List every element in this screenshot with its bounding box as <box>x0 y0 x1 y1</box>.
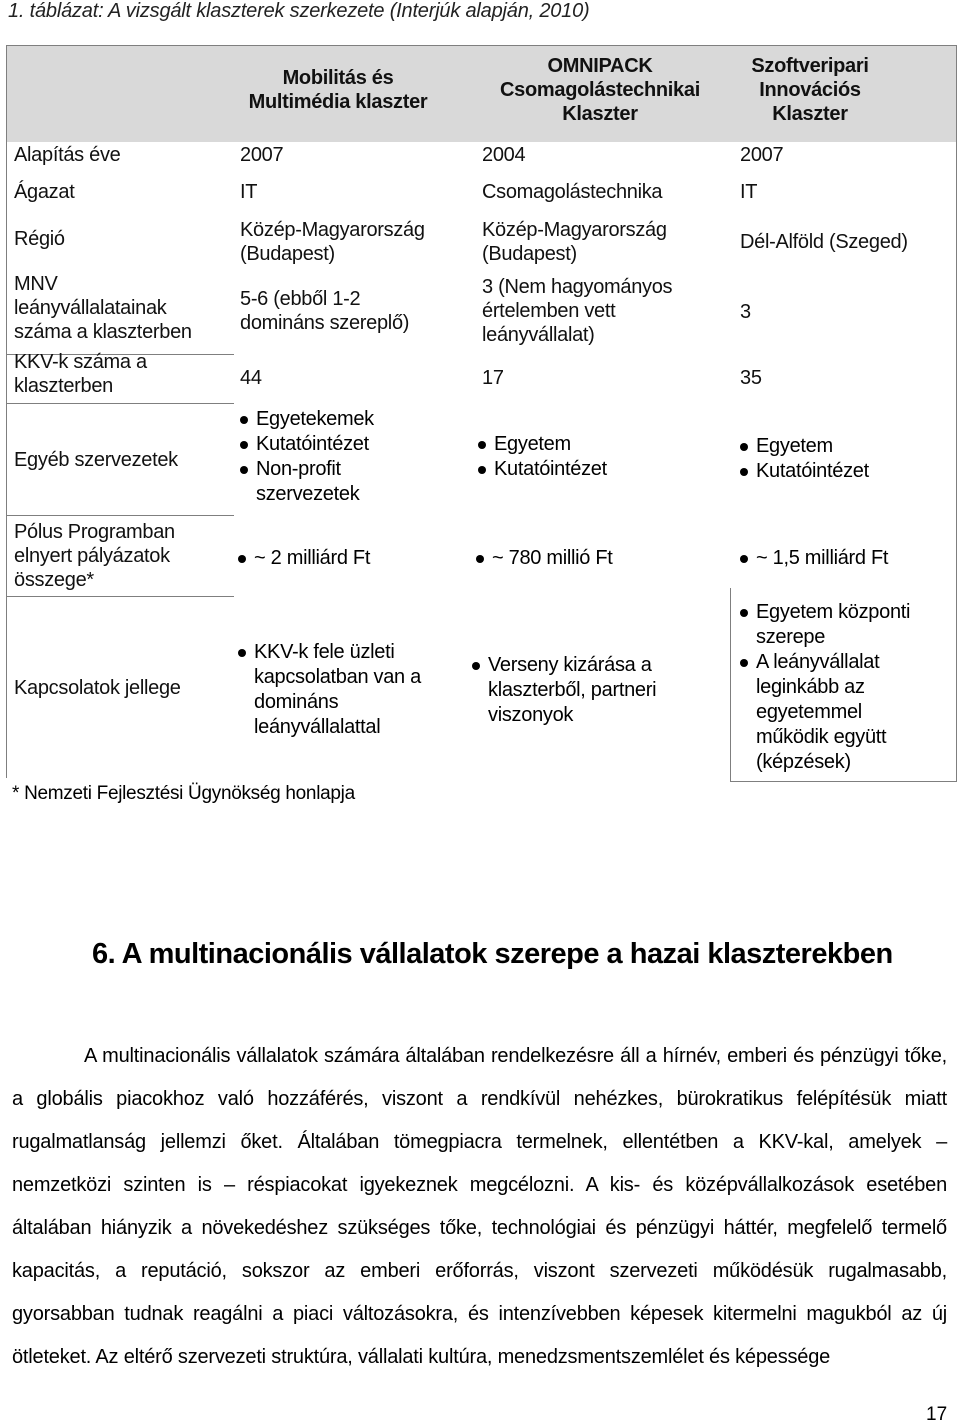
list-item: Verseny kizárása a klaszterből, partneri viszonyok <box>470 653 680 728</box>
cell-line: értelemben vett <box>482 300 616 322</box>
cell-value: 2004 <box>482 144 526 166</box>
row-label-agazat: Ágazat <box>14 181 75 203</box>
label-line: MNV <box>14 273 58 295</box>
list-item: Egyetekemek <box>238 407 408 432</box>
page-number: 17 <box>926 1404 948 1425</box>
cell-value <box>240 218 425 266</box>
list-item: Egyetem központi szerepe <box>738 600 938 650</box>
header-line: Szoftveripari <box>751 55 869 77</box>
header-line: Klaszter <box>772 103 848 125</box>
cell-line: Közép-Magyarország <box>240 219 425 241</box>
bullet-list <box>470 653 680 728</box>
cell-line: (Budapest) <box>482 243 577 265</box>
body-paragraph: A multinacionális vállalatok számára általában rendelkezésre áll a hírnév, emberi és pénzügyi tőke, a globális piacokhoz való hozzáférés, viszont a rendkívül nehézkes, bürokratikus felépítésük miatt rugalmatlanság jellemzi őket. Általában tömegpiacra termelnek, ellentétben a KKV-kal, amelyek – nemzetközi szinten is – réspiacokat igyekeznek megcélozni. A kis- és középvállalkozások esetében általában hiányzik a növekedéshez szükséges tőke, technológiai és pénzügyi háttér, megfelelő termelő kapacitás, a reputáció, sokszor az emberi erőforrás, viszont szervezeti működésük rugalmasabb, gyorsabban tudnak reagálni a piaci változásokra, és intenzívebben képesek kitermelni magukból az új ötleteket. Az eltérő szervezeti struktúra, vállalati kultúra, menedzsmentszemlélet és képessége <box>12 1045 947 1368</box>
bullet-list <box>738 546 953 571</box>
bullet-list <box>738 434 938 484</box>
bullet-list <box>236 640 436 740</box>
header-omnipack <box>470 54 730 126</box>
label-line: KKV-k száma a <box>14 351 147 373</box>
cell-value: 2007 <box>240 144 284 166</box>
header-line: Innovációs <box>759 79 861 101</box>
list-item: ~ 1,5 milliárd Ft <box>738 546 953 571</box>
header-szoftveripari <box>730 54 890 126</box>
label-line: leányvállalatainak <box>14 297 167 319</box>
table-caption: 1. táblázat: A vizsgált klaszterek szerkezete (Interjúk alapján, 2010) <box>8 0 590 22</box>
cell-line: leányvállalat) <box>482 324 595 346</box>
cell-line: 3 (Nem hagyományos <box>482 276 673 298</box>
cell-line: Közép-Magyarország <box>482 219 667 241</box>
row-label-mnv <box>14 272 192 344</box>
row-label-kapcsolatok: Kapcsolatok jellege <box>14 677 181 699</box>
bullet-list <box>238 407 408 507</box>
header-line: Csomagolástechnikai <box>500 79 700 101</box>
cell-line: domináns szereplő) <box>240 312 410 334</box>
cell-value: IT <box>240 181 258 203</box>
cell-value <box>482 275 672 347</box>
list-item: Egyetem <box>738 434 938 459</box>
list-item: Kutatóintézet <box>738 459 938 484</box>
grid-line <box>956 45 957 782</box>
list-item: ~ 780 millió Ft <box>474 546 694 571</box>
table-footnote: * Nemzeti Fejlesztési Ügynökség honlapja <box>12 783 355 804</box>
cell-line: (Budapest) <box>240 243 335 265</box>
header-line: Multimédia klaszter <box>248 91 428 113</box>
label-line: száma a klaszterben <box>14 321 192 343</box>
header-line: Mobilitás és <box>282 67 394 89</box>
cell-value <box>240 287 409 335</box>
cell-value: Csomagolástechnika <box>482 181 663 203</box>
list-item: ~ 2 milliárd Ft <box>236 546 456 571</box>
grid-line <box>6 596 234 597</box>
cell-value <box>482 218 667 266</box>
cell-value: 3 <box>740 301 751 323</box>
bullet-list <box>474 546 694 571</box>
grid-line <box>6 403 234 404</box>
grid-line <box>730 588 731 781</box>
grid-line <box>730 781 957 782</box>
header-mobilitas <box>228 66 448 114</box>
grid-line <box>6 515 234 516</box>
section-heading: 6. A multinacionális vállalatok szerepe a hazai klaszterekben <box>92 938 893 970</box>
list-item: Kutatóintézet <box>238 432 408 457</box>
label-line: elnyert pályázatok <box>14 545 170 567</box>
bullet-list <box>476 432 676 482</box>
header-line: Klaszter <box>562 103 638 125</box>
list-item: Non-profit szervezetek <box>238 457 408 507</box>
bullet-list <box>738 600 938 775</box>
grid-line <box>6 45 957 46</box>
row-label-alapitas: Alapítás éve <box>14 144 121 166</box>
grid-line <box>6 45 7 778</box>
label-line: klaszterben <box>14 375 113 397</box>
row-label-regio: Régió <box>14 228 65 250</box>
bullet-list <box>236 546 456 571</box>
header-line: OMNIPACK <box>547 55 653 77</box>
cell-value: 2007 <box>740 144 784 166</box>
cell-value: IT <box>740 181 758 203</box>
list-item: A leányvállalat leginkább az egyetemmel működik együtt (képzések) <box>738 650 938 775</box>
list-item: KKV-k fele üzleti kapcsolatban van a domináns leányvállalattal <box>236 640 436 740</box>
cell-value: 17 <box>482 367 504 389</box>
label-line: összege* <box>14 569 94 591</box>
cell-value: 44 <box>240 367 262 389</box>
row-label-polus <box>14 520 175 592</box>
row-label-kkv <box>14 350 147 398</box>
row-label-egyeb: Egyéb szervezetek <box>14 449 178 471</box>
list-item: Kutatóintézet <box>476 457 676 482</box>
cell-value: 35 <box>740 367 762 389</box>
label-line: Pólus Programban <box>14 521 175 543</box>
list-item: Egyetem <box>476 432 676 457</box>
cell-line: 5-6 (ebből 1-2 <box>240 288 361 310</box>
cell-value: Dél-Alföld (Szeged) <box>740 231 908 253</box>
